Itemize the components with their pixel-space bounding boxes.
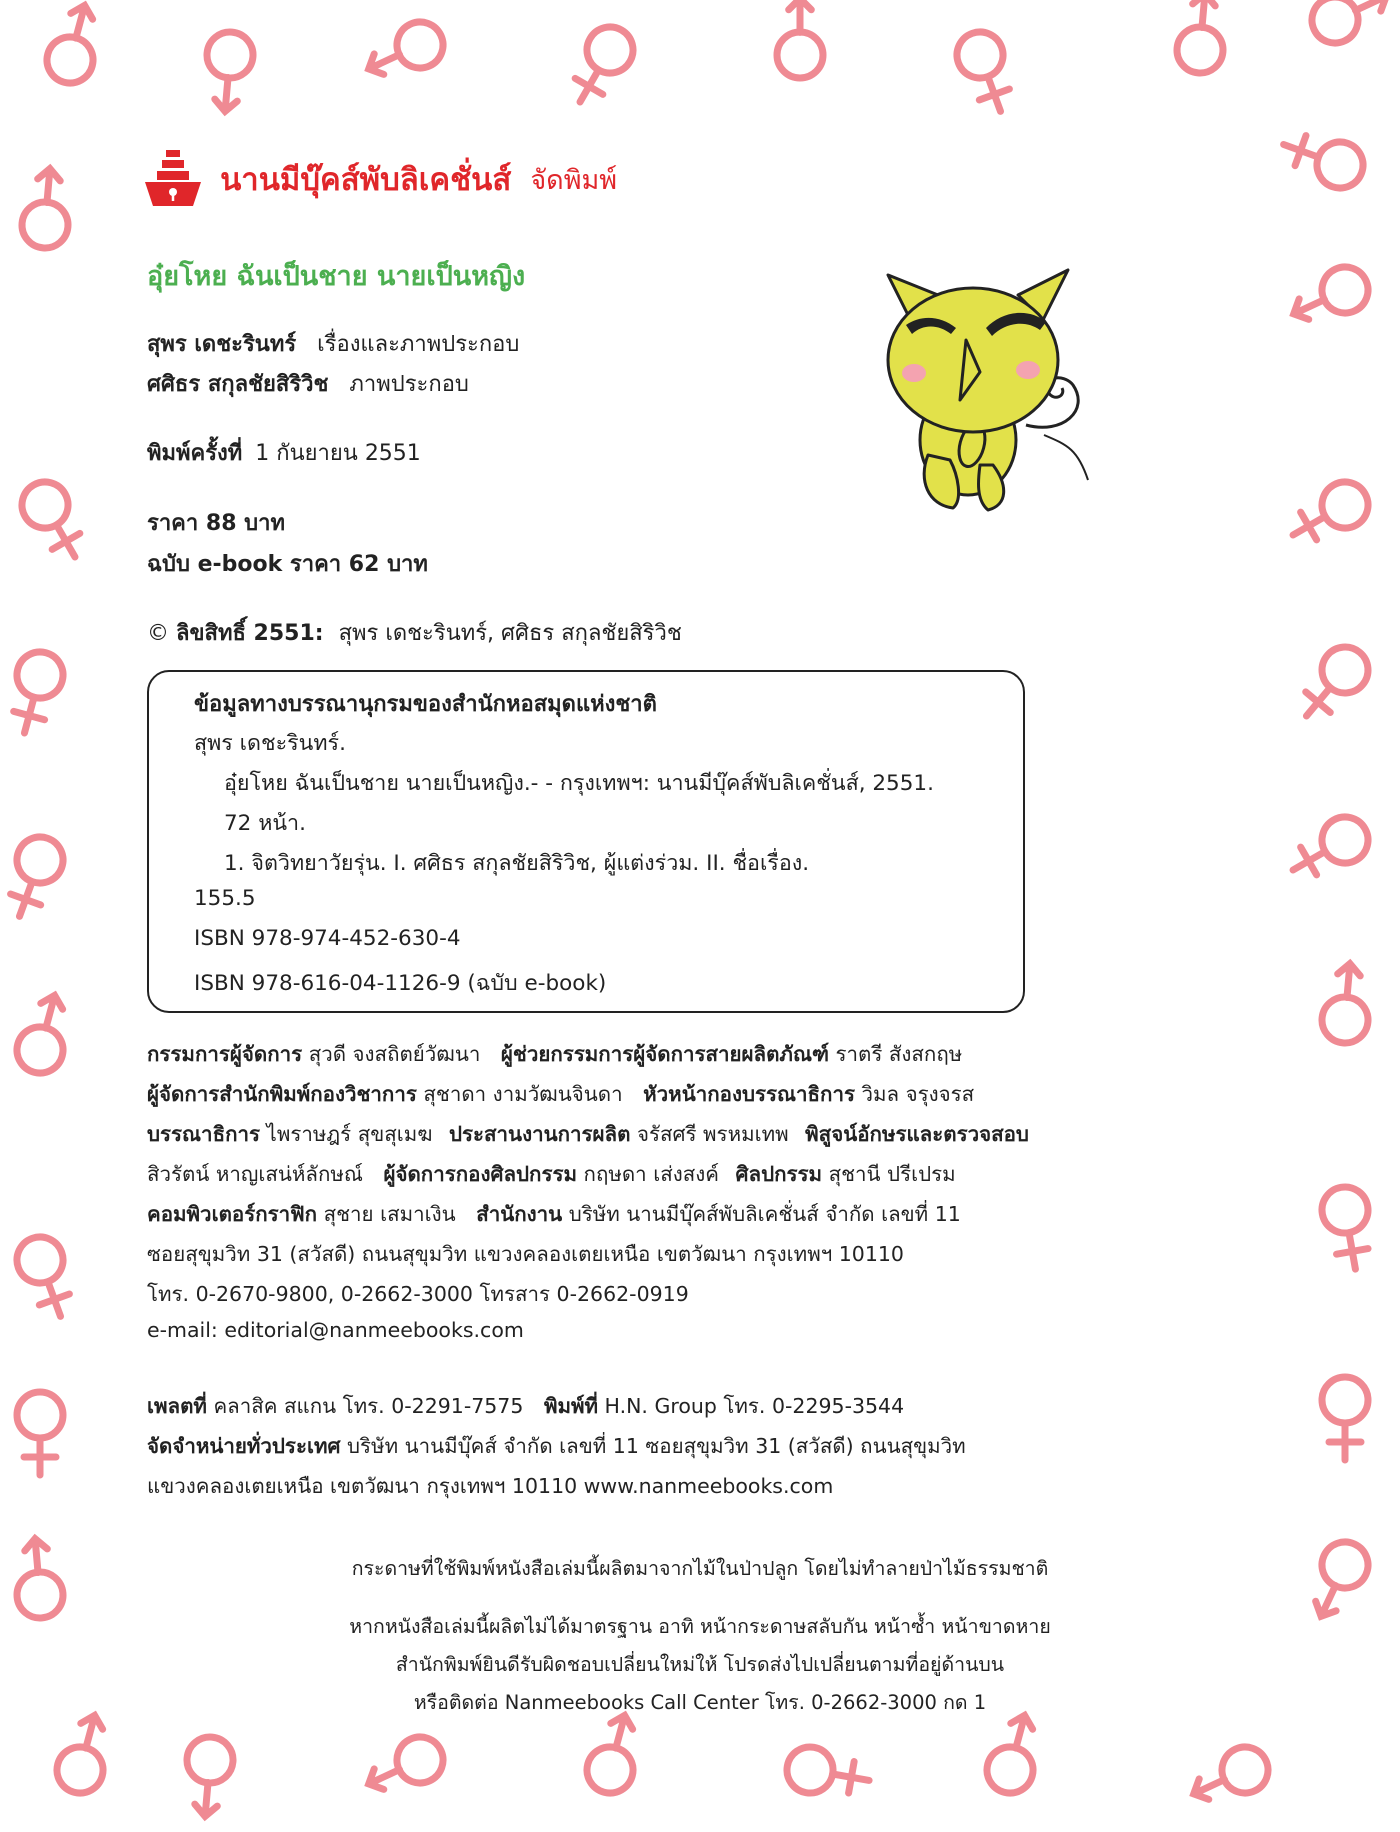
distribution-line-2: แขวงคลองเตยเหนือ เขตวัฒนา กรุงเทพฯ 10110 www.nanmeebooks.com [147, 1474, 834, 1498]
credit-name: สุพร เดชะรินทร์ [147, 332, 297, 357]
staff-label: ผู้ช่วยกรรมการผู้จัดการสายผลิตภัณฑ์ [500, 1042, 829, 1066]
staff-line [147, 1198, 961, 1231]
credit-author [147, 326, 519, 361]
library-heading: ข้อมูลทางบรรณานุกรมของสำนักหอสมุดแห่งชาติ [194, 692, 657, 717]
staff-label: คอมพิวเตอร์กราฟิก [147, 1202, 318, 1226]
ship-logo-icon [143, 148, 203, 210]
call-center-note: หรือติดต่อ Nanmeebooks Call Center โทร. 0-2662-3000 กด 1 [413, 1691, 987, 1714]
book-title: อุ๋ยโหย ฉันเป็นชาย นายเป็นหญิง [147, 261, 526, 292]
credit-role: เรื่องและภาพประกอบ [317, 332, 520, 357]
staff-value: สุชานี ปรีเปรม [828, 1162, 956, 1186]
staff-value: สุชาย เสมาเงิน [323, 1202, 456, 1226]
staff-value: กฤษดา เส่งสงค์ [583, 1162, 719, 1186]
print-value: H.N. Group โทร. 0-2295-3544 [604, 1394, 905, 1418]
plate-label: เพลตที่ [147, 1394, 207, 1418]
distribution-label: จัดจำหน่ายทั่วประเทศ [147, 1434, 341, 1458]
staff-label: ผู้จัดการสำนักพิมพ์กองวิชาการ [147, 1082, 417, 1106]
staff-line [147, 1038, 962, 1071]
catalog-line: 155.5 [194, 886, 256, 911]
staff-value: สิวรัตน์ หาญเสน่ห์ลักษณ์ [147, 1162, 363, 1186]
edition-line [147, 435, 421, 470]
staff-value: สุชาดา งามวัฒนจินดา [423, 1082, 623, 1106]
staff-label: กรรมการผู้จัดการ [147, 1042, 303, 1066]
ebook-price-line: ฉบับ e-book ราคา 62 บาท [147, 552, 428, 577]
copyright-label: ลิขสิทธิ์ 2551: [176, 621, 324, 646]
credit-role: ภาพประกอบ [349, 372, 469, 397]
edition-label: พิมพ์ครั้งที่ [147, 441, 243, 466]
staff-line [147, 1118, 1029, 1151]
staff-label: ผู้จัดการกองศิลปกรรม [383, 1162, 577, 1186]
defect-note: หากหนังสือเล่มนี้ผลิตไม่ได้มาตรฐาน อาทิ หน้ากระดาษสลับกัน หน้าซ้ำ หน้าขาดหาย [349, 1615, 1051, 1638]
publisher-header [143, 148, 617, 210]
staff-value: ไพราษฎร์ สุขสุเมฆ [266, 1122, 433, 1146]
credit-name: ศศิธร สกุลชัยสิริวิช [147, 372, 329, 397]
copyright-symbol: © [147, 621, 169, 646]
staff-value: บริษัท นานมีบุ๊คส์พับลิเคชั่นส์ จำกัด เลขที่ 11 [568, 1202, 961, 1226]
staff-label: ศิลปกรรม [735, 1162, 823, 1186]
office-phone: โทร. 0-2670-9800, 0-2662-3000 โทรสาร 0-2662-0919 [147, 1282, 689, 1306]
staff-label: บรรณาธิการ [147, 1122, 261, 1146]
copyright-owners: สุพร เดชะรินทร์, ศศิธร สกุลชัยสิริวิช [338, 621, 682, 646]
staff-label: หัวหน้ากองบรรณาธิการ [643, 1082, 855, 1106]
staff-value: สุวดี จงสถิตย์วัฒนา [308, 1042, 481, 1066]
price-line: ราคา 88 บาท [147, 511, 285, 536]
isbn-line: ISBN 978-974-452-630-4 [194, 926, 461, 951]
yellow-cat-mascot [868, 260, 1108, 520]
plate-value: คลาสิค สแกน โทร. 0-2291-7575 [213, 1394, 524, 1418]
printing-line [147, 1390, 904, 1423]
copyright-line [147, 615, 682, 650]
print-label: พิมพ์ที่ [543, 1394, 598, 1418]
staff-value: จรัสศรี พรหมเทพ [636, 1122, 789, 1146]
publisher-name: นานมีบุ๊คส์พับลิเคชั่นส์ [220, 162, 512, 198]
staff-line [147, 1078, 974, 1111]
staff-value: ราตรี สังสกฤษ [835, 1042, 963, 1066]
catalog-line: สุพร เดชะรินทร์. [194, 731, 346, 756]
distribution-line [147, 1430, 966, 1463]
distribution-value: บริษัท นานมีบุ๊คส์ จำกัด เลขที่ 11 ซอยสุขุมวิท 31 (สวัสดี) ถนนสุขุมวิท [347, 1434, 966, 1458]
staff-label: พิสูจน์อักษรและตรวจสอบ [805, 1122, 1029, 1146]
catalog-line: 1. จิตวิทยาวัยรุ่น. I. ศศิธร สกุลชัยสิริวิช, ผู้แต่งร่วม. II. ชื่อเรื่อง. [224, 851, 810, 876]
library-catalog-box [147, 670, 1025, 1013]
isbn-ebook-line: ISBN 978-616-04-1126-9 (ฉบับ e-book) [194, 971, 607, 996]
catalog-line: 72 หน้า. [224, 811, 306, 836]
catalog-line: อุ๋ยโหย ฉันเป็นชาย นายเป็นหญิง.- - กรุงเทพฯ: นานมีบุ๊คส์พับลิเคชั่นส์, 2551. [224, 771, 934, 796]
paper-note: กระดาษที่ใช้พิมพ์หนังสือเล่มนี้ผลิตมาจากไม้ในป่าปลูก โดยไม่ทำลายป่าไม้ธรรมชาติ [351, 1557, 1049, 1580]
defect-note: สำนักพิมพ์ยินดีรับผิดชอบเปลี่ยนใหม่ให้ โปรดส่งไปเปลี่ยนตามที่อยู่ด้านบน [395, 1653, 1005, 1676]
staff-value: วิมล จรุงจรส [861, 1082, 975, 1106]
staff-line [147, 1158, 956, 1191]
staff-label: สำนักงาน [476, 1202, 563, 1226]
office-email: e-mail: editorial@nanmeebooks.com [147, 1318, 524, 1342]
staff-label: ประสานงานการผลิต [449, 1122, 631, 1146]
credit-illustrator [147, 366, 469, 401]
office-address: ซอยสุขุมวิท 31 (สวัสดี) ถนนสุขุมวิท แขวงคลองเตยเหนือ เขตวัฒนา กรุงเทพฯ 10110 [147, 1242, 904, 1266]
edition-value: 1 กันยายน 2551 [255, 441, 421, 466]
publisher-suffix: จัดพิมพ์ [530, 164, 618, 196]
